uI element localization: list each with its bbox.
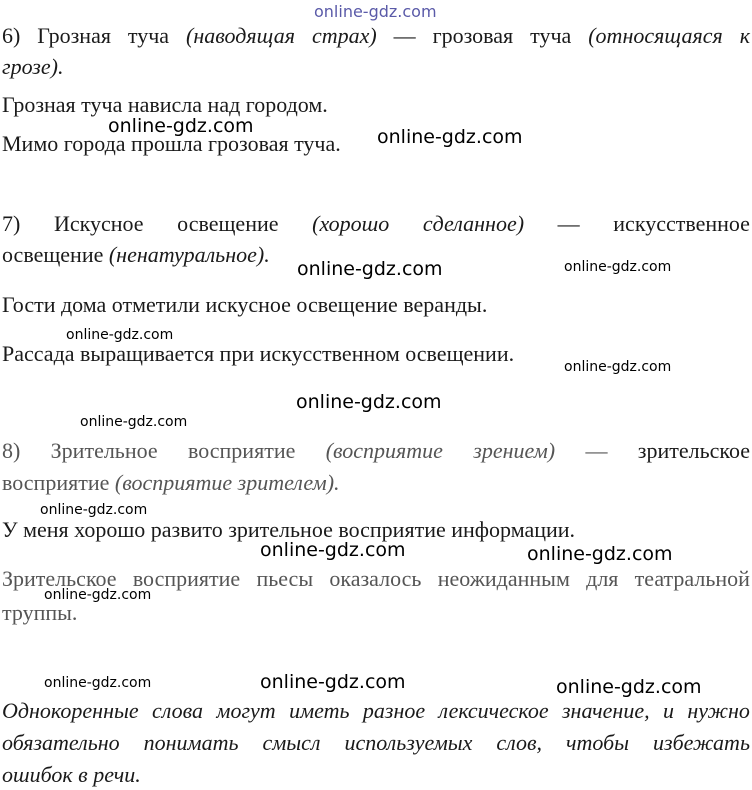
watermark: online-gdz.com (297, 258, 443, 280)
word: восприятие (2, 470, 115, 495)
watermark: online-gdz.com (44, 675, 152, 691)
example-sentence: Рассада выращивается при искусственном освещении. (2, 341, 515, 366)
definition-8-line-2 (2, 468, 340, 498)
item-number: 6) (2, 23, 21, 48)
dash: — (393, 23, 416, 48)
word: обязательно (2, 730, 120, 755)
example-sentence: Мимо города прошла грозовая туча. (2, 131, 341, 156)
conclusion-line-2 (2, 728, 750, 758)
word: избежать (653, 730, 750, 755)
watermark: online-gdz.com (527, 543, 673, 565)
meaning-word: зрением) (473, 438, 556, 463)
watermark: online-gdz.com (296, 391, 442, 413)
word: грозовая (432, 23, 514, 48)
meaning-word: сделанное) (422, 211, 525, 236)
example-sentence-line-2: труппы. (2, 600, 78, 625)
watermark: online-gdz.com (66, 327, 174, 343)
word: могут (216, 698, 276, 723)
conclusion-line-1 (2, 696, 750, 726)
definition-8-line-1 (2, 436, 750, 466)
word: оказалось (329, 566, 422, 591)
word: используемых (344, 730, 473, 755)
word: неожиданным (437, 566, 570, 591)
meaning-word: (наводящая (186, 23, 295, 48)
word: смысл (262, 730, 321, 755)
word: туча (127, 23, 170, 48)
word: Зрительное (50, 438, 158, 463)
word: зрительское (637, 438, 750, 463)
word: чтобы (566, 730, 630, 755)
watermark: online-gdz.com (40, 502, 148, 518)
word: Грозная (37, 23, 111, 48)
word: туча (530, 23, 572, 48)
meaning-word: (хорошо (312, 211, 390, 236)
watermark: online-gdz.com (377, 126, 523, 148)
meaning-word: страх) (311, 23, 377, 48)
word: искусственное (613, 211, 750, 236)
word: для (586, 566, 619, 591)
watermark: online-gdz.com (260, 539, 406, 561)
word: лексическое (438, 698, 549, 723)
word: нужно (687, 698, 750, 723)
word: разное (362, 698, 426, 723)
word: Искусное (53, 211, 144, 236)
word: Однокоренные (2, 698, 139, 723)
word: слов, (496, 730, 543, 755)
meaning: (ненатуральное). (108, 242, 270, 267)
word: понимать (143, 730, 239, 755)
item-number: 7) (2, 211, 21, 236)
word: и (663, 698, 674, 723)
meaning-word: к (739, 23, 750, 48)
watermark: online-gdz.com (44, 587, 152, 603)
word: восприятие (132, 566, 241, 591)
dash: — (557, 211, 580, 236)
watermark: online-gdz.com (260, 671, 406, 693)
watermark: online-gdz.com (556, 676, 702, 698)
word: театральной (634, 566, 750, 591)
word: иметь (289, 698, 350, 723)
definition-6-line-2: грозе). (2, 54, 64, 79)
watermark: online-gdz.com (564, 259, 672, 275)
word: освещение (2, 242, 109, 267)
watermark: online-gdz.com (80, 414, 188, 430)
word: Зрительское (2, 566, 117, 591)
meaning-word: (восприятие (325, 438, 443, 463)
watermark: online-gdz.com (314, 2, 437, 21)
word: значение, (561, 698, 650, 723)
definition-7-line-1 (2, 209, 750, 239)
definition-6-line-1 (2, 21, 750, 51)
example-sentence: У меня хорошо развито зрительное восприятие информации. (2, 517, 576, 542)
watermark: online-gdz.com (108, 115, 254, 137)
word: слова (152, 698, 204, 723)
word: восприятие (187, 438, 296, 463)
dash: — (585, 438, 608, 463)
conclusion-line-3: ошибок в речи. (2, 762, 141, 787)
example-sentence: Грозная туча нависла над городом. (2, 92, 328, 117)
example-sentence: Гости дома отметили искусное освещение веранды. (2, 292, 488, 317)
item-number: 8) (2, 438, 21, 463)
word: освещение (177, 211, 279, 236)
definition-7-line-2 (2, 240, 270, 270)
meaning-word: (относящаяся (588, 23, 723, 48)
watermark: online-gdz.com (564, 359, 672, 375)
word: пьесы (256, 566, 314, 591)
meaning: (восприятие зрителем). (114, 470, 340, 495)
